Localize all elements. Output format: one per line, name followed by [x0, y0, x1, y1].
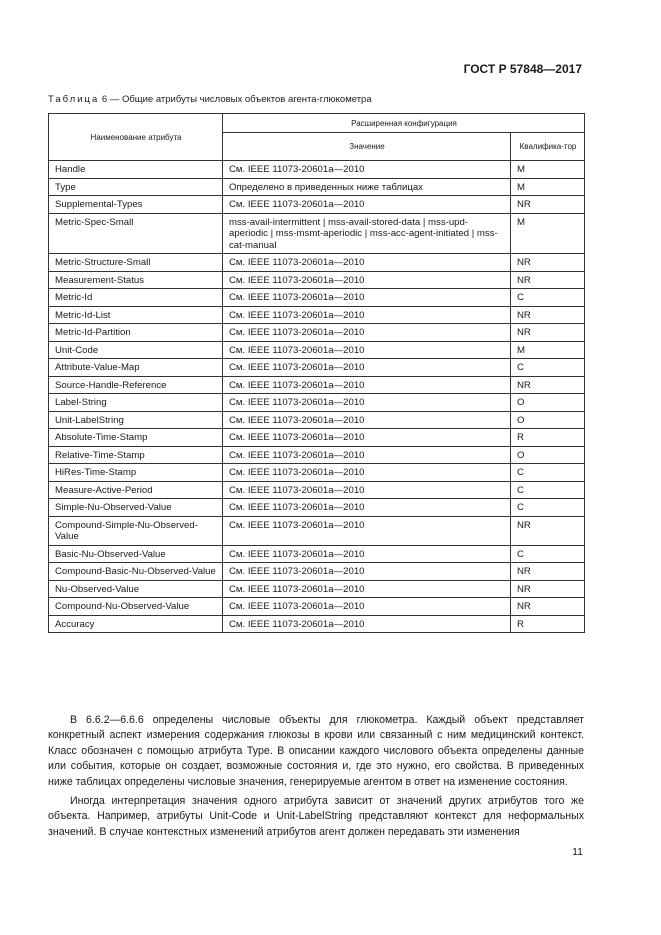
cell-value: См. IEEE 11073-20601a—2010 — [223, 464, 511, 482]
cell-attr-name: Measurement-Status — [49, 271, 223, 289]
cell-qualifier: O — [511, 411, 585, 429]
cell-attr-name: Compound-Basic-Nu-Observed-Value — [49, 563, 223, 581]
table-row — [49, 254, 585, 272]
cell-qualifier: C — [511, 289, 585, 307]
cell-value: См. IEEE 11073-20601a—2010 — [223, 324, 511, 342]
cell-attr-name: Metric-Id — [49, 289, 223, 307]
cell-value: См. IEEE 11073-20601a—2010 — [223, 446, 511, 464]
table-row — [49, 271, 585, 289]
table-row — [49, 341, 585, 359]
cell-value: См. IEEE 11073-20601a—2010 — [223, 411, 511, 429]
cell-qualifier: NR — [511, 271, 585, 289]
cell-attr-name: Metric-Spec-Small — [49, 213, 223, 254]
cell-attr-name: Nu-Observed-Value — [49, 580, 223, 598]
caption-label: Таблица — [48, 94, 100, 105]
cell-attr-name: Compound-Simple-Nu-Observed-Value — [49, 516, 223, 545]
cell-value: См. IEEE 11073-20601a—2010 — [223, 196, 511, 214]
table-row — [49, 411, 585, 429]
cell-value: См. IEEE 11073-20601a—2010 — [223, 516, 511, 545]
cell-value: См. IEEE 11073-20601a—2010 — [223, 341, 511, 359]
cell-value: См. IEEE 11073-20601a—2010 — [223, 598, 511, 616]
table-row — [49, 446, 585, 464]
page-number: 11 — [572, 846, 583, 858]
table-row — [49, 196, 585, 214]
table-row — [49, 376, 585, 394]
document-code: ГОСТ Р 57848—2017 — [463, 62, 582, 76]
cell-value: См. IEEE 11073-20601a—2010 — [223, 481, 511, 499]
table-row — [49, 359, 585, 377]
cell-attr-name: Accuracy — [49, 615, 223, 633]
cell-value: См. IEEE 11073-20601a—2010 — [223, 254, 511, 272]
cell-qualifier: M — [511, 161, 585, 179]
table-row — [49, 213, 585, 254]
table-row — [49, 178, 585, 196]
table-row — [49, 598, 585, 616]
cell-attr-name: Type — [49, 178, 223, 196]
cell-qualifier: NR — [511, 516, 585, 545]
table-row — [49, 545, 585, 563]
cell-attr-name: Supplemental-Types — [49, 196, 223, 214]
table-caption — [48, 94, 372, 105]
cell-attr-name: Unit-Code — [49, 341, 223, 359]
table-row — [49, 580, 585, 598]
cell-qualifier: C — [511, 359, 585, 377]
cell-attr-name: Absolute-Time-Stamp — [49, 429, 223, 447]
table-row — [49, 324, 585, 342]
cell-value: См. IEEE 11073-20601a—2010 — [223, 271, 511, 289]
cell-value: См. IEEE 11073-20601a—2010 — [223, 306, 511, 324]
cell-attr-name: Simple-Nu-Observed-Value — [49, 499, 223, 517]
cell-attr-name: Label-String — [49, 394, 223, 412]
paragraph-1: В 6.6.2—6.6.6 определены числовые объекты для глюкометра. Каждый объект представляет конкретный аспект измерения содержания глюкозы в крови или связанный с ним медицинский контекст. Класс обозначен с помощью атрибута Type. В описании каждого числового объекта определены данные или события, которые он создает, возможные состояния и, где это нужно, его свойства. В приведенных ниже таблицах определены числовые значения, генерируемые агентом в ответ на изменение состояния. — [48, 714, 584, 788]
header-attr-name: Наименование атрибута — [49, 114, 223, 161]
cell-attr-name: HiRes-Time-Stamp — [49, 464, 223, 482]
cell-attr-name: Measure-Active-Period — [49, 481, 223, 499]
cell-attr-name: Source-Handle-Reference — [49, 376, 223, 394]
cell-qualifier: NR — [511, 196, 585, 214]
cell-qualifier: NR — [511, 598, 585, 616]
table-row — [49, 306, 585, 324]
cell-qualifier: NR — [511, 254, 585, 272]
table-body — [49, 161, 585, 633]
paragraph-2: Иногда интерпретация значения одного атрибута зависит от значений других атрибутов того же объекта. Например, атрибуты Unit-Code и Unit-LabelString представляют контекст для неформальных значений. В случае контекстных изменений атрибутов агент должен передавать эти изменения — [48, 795, 584, 838]
cell-value: См. IEEE 11073-20601a—2010 — [223, 545, 511, 563]
cell-attr-name: Basic-Nu-Observed-Value — [49, 545, 223, 563]
cell-qualifier: M — [511, 341, 585, 359]
table-header-row — [49, 114, 585, 133]
cell-value: См. IEEE 11073-20601a—2010 — [223, 615, 511, 633]
cell-qualifier: NR — [511, 563, 585, 581]
cell-attr-name: Metric-Id-List — [49, 306, 223, 324]
cell-qualifier: NR — [511, 324, 585, 342]
cell-qualifier: O — [511, 446, 585, 464]
cell-qualifier: C — [511, 481, 585, 499]
cell-value: См. IEEE 11073-20601a—2010 — [223, 161, 511, 179]
cell-qualifier: R — [511, 615, 585, 633]
header-qualifier: Квалифика-тор — [511, 133, 585, 161]
header-value: Значение — [223, 133, 511, 161]
cell-qualifier: C — [511, 464, 585, 482]
cell-qualifier: NR — [511, 306, 585, 324]
table-row — [49, 289, 585, 307]
table-row — [49, 615, 585, 633]
attributes-table — [48, 113, 585, 633]
table-row — [49, 563, 585, 581]
table-row — [49, 394, 585, 412]
table-row — [49, 429, 585, 447]
cell-value: См. IEEE 11073-20601a—2010 — [223, 394, 511, 412]
table-row — [49, 481, 585, 499]
table-row — [49, 516, 585, 545]
cell-value: См. IEEE 11073-20601a—2010 — [223, 429, 511, 447]
cell-qualifier: O — [511, 394, 585, 412]
cell-qualifier: NR — [511, 580, 585, 598]
caption-text: — Общие атрибуты числовых объектов агента-глюкометра — [107, 94, 372, 105]
cell-value: mss-avail-intermittent | mss-avail-stored-data | mss-upd-aperiodic | mss-msmt-aperiodic | mss-acc-agent-initiated | mss-cat-manual — [223, 213, 511, 254]
cell-attr-name: Attribute-Value-Map — [49, 359, 223, 377]
cell-qualifier: NR — [511, 376, 585, 394]
cell-attr-name: Relative-Time-Stamp — [49, 446, 223, 464]
cell-qualifier: M — [511, 213, 585, 254]
cell-qualifier: C — [511, 545, 585, 563]
caption-number: 6 — [101, 94, 108, 105]
table-row — [49, 161, 585, 179]
cell-attr-name: Metric-Id-Partition — [49, 324, 223, 342]
cell-value: См. IEEE 11073-20601a—2010 — [223, 289, 511, 307]
table-row — [49, 464, 585, 482]
cell-attr-name: Metric-Structure-Small — [49, 254, 223, 272]
cell-value: См. IEEE 11073-20601a—2010 — [223, 376, 511, 394]
cell-value: См. IEEE 11073-20601a—2010 — [223, 580, 511, 598]
cell-qualifier: R — [511, 429, 585, 447]
cell-attr-name: Unit-LabelString — [49, 411, 223, 429]
cell-qualifier: C — [511, 499, 585, 517]
cell-value: См. IEEE 11073-20601a—2010 — [223, 563, 511, 581]
table-row — [49, 499, 585, 517]
cell-attr-name: Handle — [49, 161, 223, 179]
cell-value: См. IEEE 11073-20601a—2010 — [223, 359, 511, 377]
cell-attr-name: Compound-Nu-Observed-Value — [49, 598, 223, 616]
cell-value: Определено в приведенных ниже таблицах — [223, 178, 511, 196]
cell-value: См. IEEE 11073-20601a—2010 — [223, 499, 511, 517]
header-extended-config: Расширенная конфигурация — [223, 114, 585, 133]
cell-qualifier: M — [511, 178, 585, 196]
